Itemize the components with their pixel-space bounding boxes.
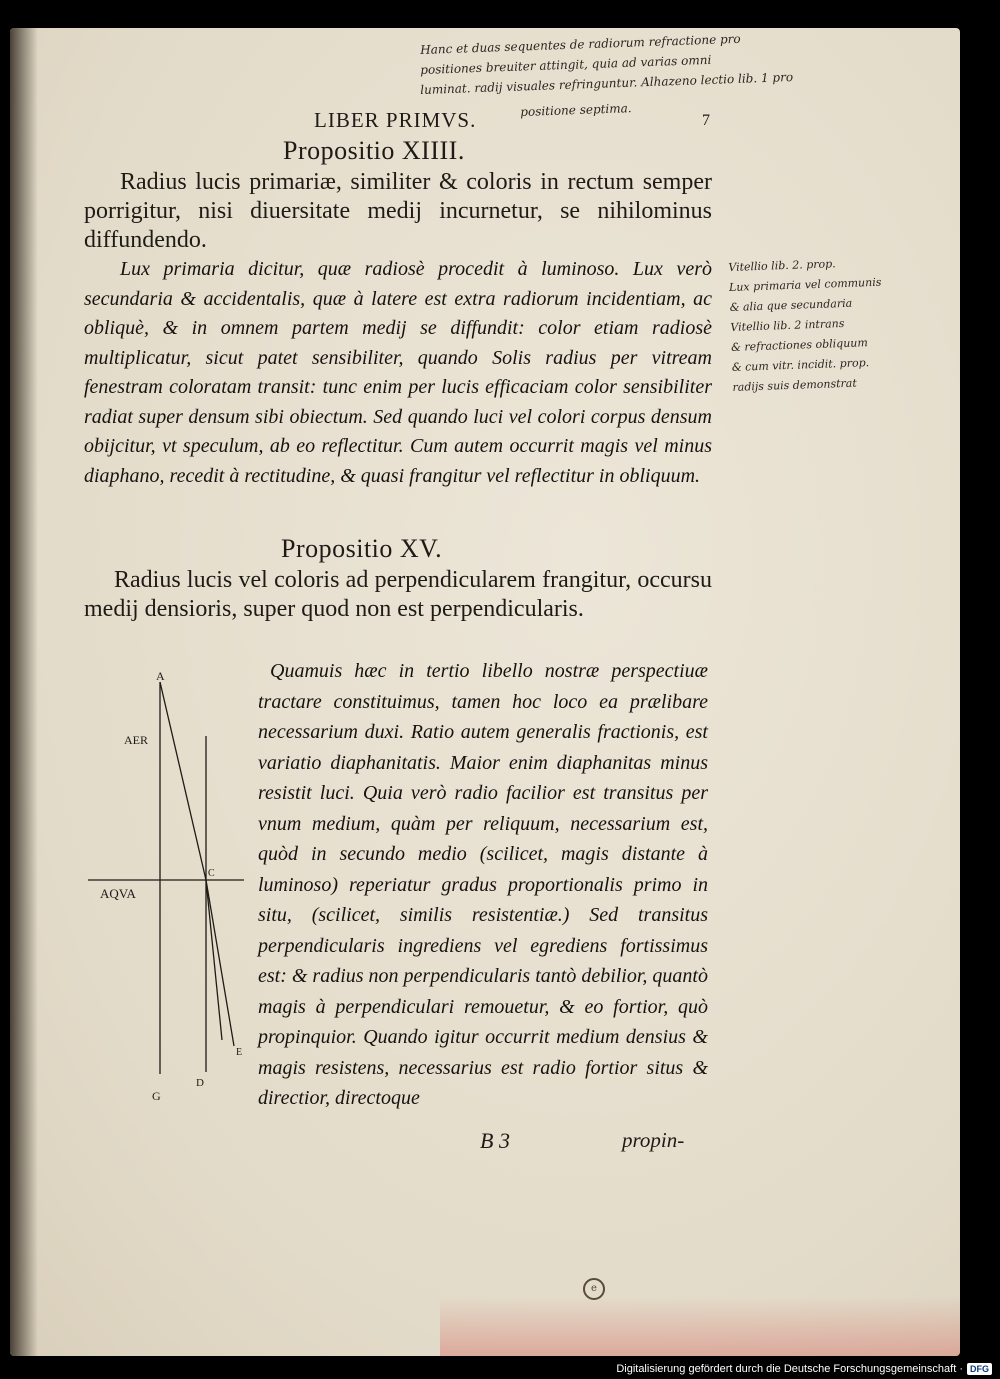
handwritten-note-right-line-5: & refractiones obliquum — [730, 336, 869, 354]
handwritten-note-top-line-2: positiones breuiter attingit, quia ad varias omni — [420, 52, 712, 77]
figure-label-a: A — [156, 669, 165, 683]
figure-label-aer: AER — [124, 733, 148, 747]
proposition-14-title: Propositio XIIII. — [283, 136, 465, 165]
refraction-diagram — [84, 660, 264, 1110]
folio-number: 7 — [702, 112, 710, 129]
handwritten-note-top-line-4: positione septima. — [520, 101, 632, 119]
page-edge-stain — [440, 1296, 960, 1356]
handwritten-note-right-line-2: Lux primaria vel communis — [728, 275, 882, 294]
page-gutter-shadow — [10, 28, 38, 1356]
handwritten-note-top-line-1: Hanc et duas sequentes de radiorum refractione pro — [420, 31, 741, 57]
figure-label-aqva: AQVA — [100, 886, 136, 901]
proposition-15-commentary: Quamuis hæc in tertio libello nostræ perspectiuæ tractare constituimus, tamen hoc loco ea prælibare necessarium duxi. Ratio autem generalis fractionis, est variatio diaphanitatis. Maior enim diaphanitas minus resistit luci. Quia verò radio facilior est transitus per vnum medium, quàm per reliquum, necessarium est, quòd in secundo medio (scilicet, magis distante à luminoso) reperiatur gradus proportionalis primo in situ, (scilicet, similis resistentiæ.) Sed transitus perpendicularis ingrediens vel egrediens fortissimus est: & radius non perpendicularis tantò debilior, quantò magis à perpendiculari remouetur, & eo fortior, quò propinquior. Quando igitur occurrit medium densius & magis resistens, necessarius est radio fortior situs & directior, directoque — [258, 660, 708, 1109]
handwritten-note-right — [728, 250, 953, 398]
proposition-15-title: Propositio XV. — [281, 534, 443, 563]
credit-text: Digitalisierung gefördert durch die Deutsche Forschungsgemeinschaft · — [616, 1363, 963, 1375]
catchword: propin- — [622, 1128, 685, 1152]
digitization-credit — [616, 1363, 992, 1375]
handwritten-note-right-line-4: Vitellio lib. 2 intrans — [730, 316, 845, 334]
proposition-14-enunciation: Radius lucis primariæ, similiter & coloris in rectum semper porrigitur, nisi diuersitate medij incurnetur, se nihilominus diffundendo. — [84, 169, 712, 253]
signature-mark: B 3 — [480, 1128, 510, 1153]
handwritten-note-right-line-3: & alia que secundaria — [729, 296, 853, 314]
dfg-logo: DFG — [967, 1363, 992, 1375]
figure-label-c: C — [208, 868, 215, 879]
proposition-15-enunciation: Radius lucis vel coloris ad perpendicularem frangitur, occursu medij densioris, super quod non est perpendicularis. — [84, 567, 712, 622]
handwritten-note-right-line-6: & cum vitr. incidit. prop. — [731, 356, 870, 374]
handwritten-note-top-line-3: luminat. radij visuales refringuntur. Alhazeno lectio lib. 1 pro — [420, 69, 794, 97]
handwritten-note-right-line-1: Vitellio lib. 2. prop. — [728, 257, 836, 274]
figure-label-d: D — [196, 1077, 204, 1089]
running-title: LIBER PRIMVS. — [314, 108, 477, 132]
figure-incident-ray — [160, 682, 206, 880]
handwritten-note-right-line-7: radijs suis demonstrat — [732, 376, 857, 394]
figure-label-e: E — [236, 1047, 243, 1058]
figure-label-g: G — [152, 1089, 161, 1103]
proposition-14-commentary: Lux primaria dicitur, quæ radiosè procedit à luminoso. Lux verò secundaria & accidentalis, quæ à latere est extra radiorum incidentiam, ac obliquè, & in omnem partem medij se diffundit: color etiam radiosè multiplicatur, sicut patet sensibiliter, quando Solis radius per vitream fenestram coloratam transit: tunc enim per lucis efficaciam color sensibiliter radiat super densum sibi obiectum. Sed quando luci vel colori corpus densum obijcitur, vt speculum, ab eo reflectitur. Cum autem occurrit magis vel minus diaphano, recedit à rectitudine, & quasi frangitur vel reflectitur in obliquum. — [84, 258, 712, 487]
library-stamp-icon: e — [583, 1278, 605, 1300]
